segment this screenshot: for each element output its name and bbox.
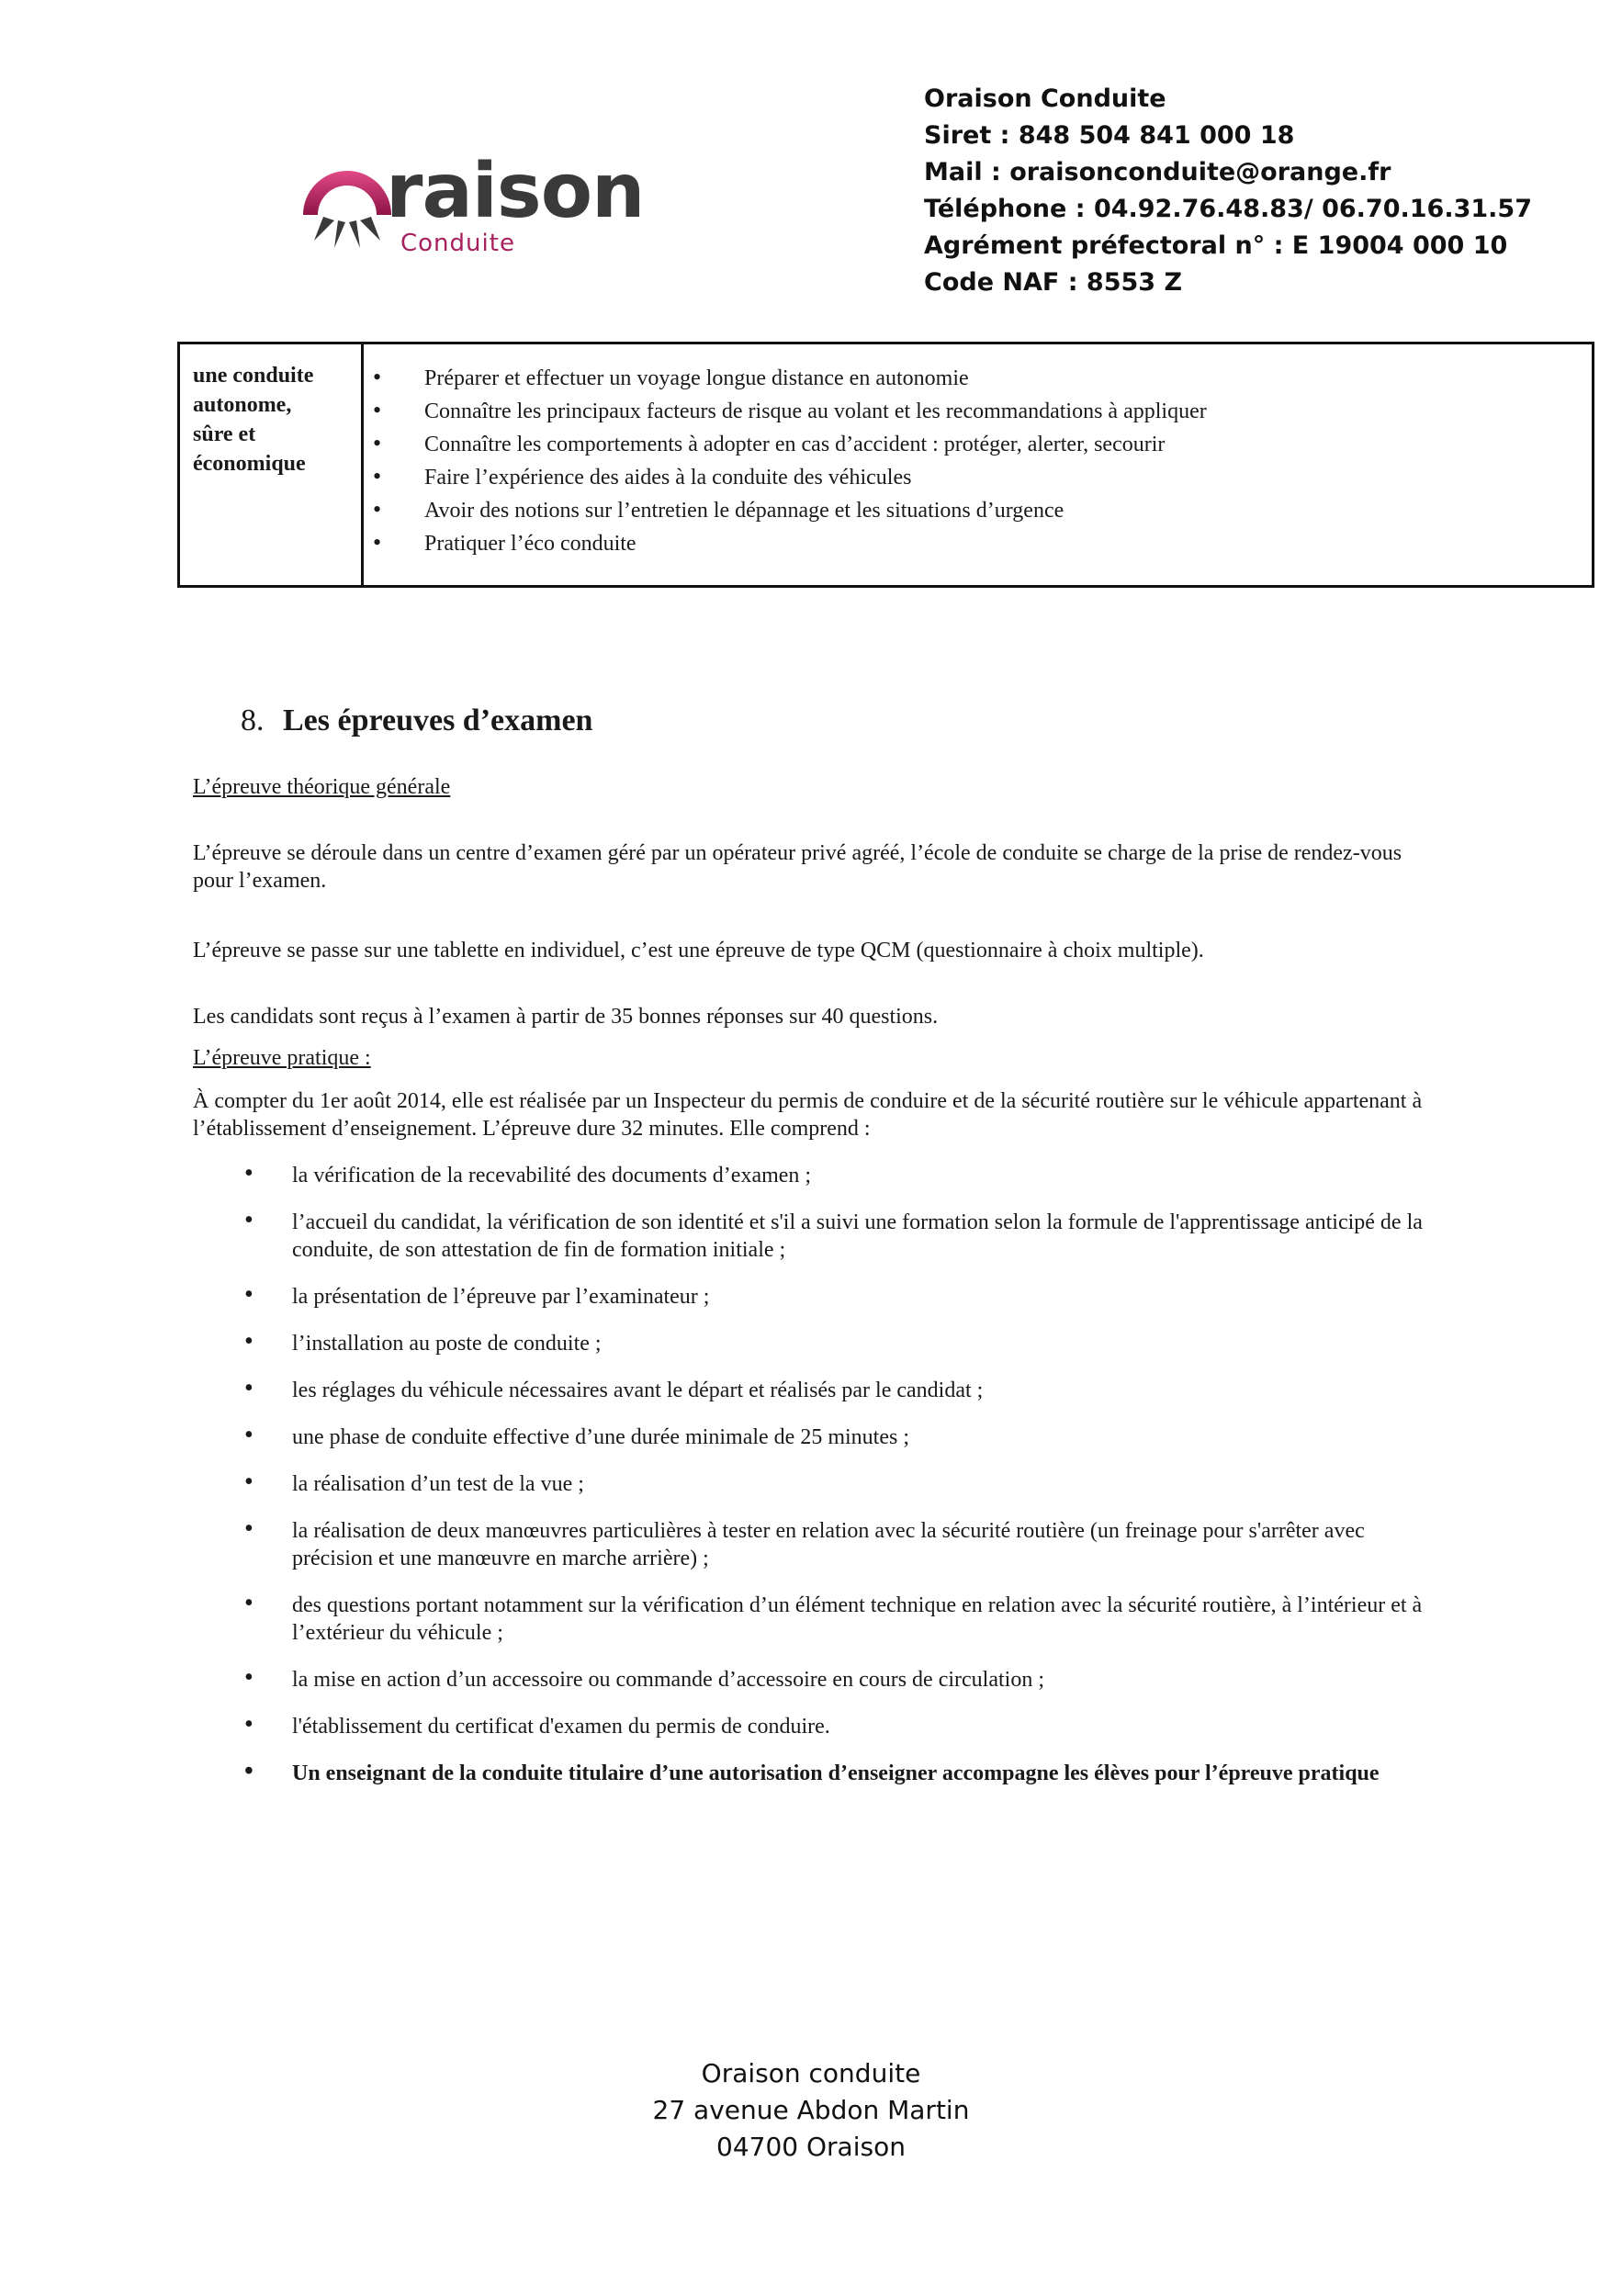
company-naf: Code NAF : 8553 Z	[924, 268, 1183, 297]
theory-paragraph-2: L’épreuve se passe sur une tablette en individuel, c’est une épreuve de type QCM (questionnaire à choix multiple).	[193, 939, 1204, 962]
practical-item: • la vérification de la recevabilité des documents d’examen ;	[193, 1162, 1442, 1189]
company-mail: Mail : oraisonconduite@orange.fr	[924, 158, 1391, 186]
company-info	[924, 81, 1532, 301]
practical-item-note: • Un enseignant de la conduite titulaire d’une autorisation d’enseigner accompagne les élèves pour l’épreuve pratique	[193, 1760, 1442, 1787]
footer-line: Oraison conduite	[701, 2058, 921, 2088]
company-agrement: Agrément préfectoral n° : E 19004 000 10	[924, 231, 1508, 260]
theory-heading: L’épreuve théorique générale	[193, 775, 451, 799]
objectives-label-line: une conduite	[193, 364, 314, 388]
objectives-table	[177, 342, 1594, 588]
practical-item: • l'établissement du certificat d'examen du permis de conduire.	[193, 1713, 1442, 1740]
theory-paragraph-1: L’épreuve se déroule dans un centre d’examen géré par un opérateur privé agréé, l’école de conduite se charge de la prise de rendez-vous pour l’examen.	[193, 841, 1402, 893]
objective-item: • Connaître les comportements à adopter en cas d’accident : protéger, alerter, secourir	[424, 428, 1592, 461]
company-logo	[292, 148, 645, 266]
practical-item: • des questions portant notamment sur la vérification d’un élément technique en relation avec la sécurité routière, à l’intérieur et à l’extérieur du véhicule ;	[193, 1592, 1442, 1647]
company-name: Oraison Conduite	[924, 84, 1166, 113]
objective-item: • Avoir des notions sur l’entretien le dépannage et les situations d’urgence	[424, 494, 1592, 527]
objectives-label-cell	[180, 344, 364, 585]
practical-item: • la présentation de l’épreuve par l’examinateur ;	[193, 1283, 1442, 1311]
practical-item: • les réglages du véhicule nécessaires avant le départ et réalisés par le candidat ;	[193, 1377, 1442, 1404]
footer-line: 27 avenue Abdon Martin	[652, 2095, 970, 2125]
practical-item: • la réalisation d’un test de la vue ;	[193, 1470, 1442, 1498]
objective-item: • Faire l’expérience des aides à la conduite des véhicules	[424, 461, 1592, 494]
practical-item: • la mise en action d’un accessoire ou commande d’accessoire en cours de circulation ;	[193, 1666, 1442, 1694]
page-footer	[0, 2055, 1622, 2166]
practical-intro: À compter du 1er août 2014, elle est réalisée par un Inspecteur du permis de conduire et de la sécurité routière sur le véhicule appartenant à l’établissement d’enseignement. L’épreuve dure 32 minutes. Elle comprend :	[193, 1089, 1423, 1141]
logo-wordmark: raison	[386, 148, 645, 235]
objectives-label-line: économique	[193, 452, 306, 476]
objectives-list	[424, 362, 1592, 560]
objectives-items-cell	[364, 344, 1592, 585]
theory-paragraph-3: Les candidats sont reçus à l’examen à partir de 35 bonnes réponses sur 40 questions.	[193, 1005, 939, 1029]
company-siret: Siret : 848 504 841 000 18	[924, 121, 1295, 150]
company-phone: Téléphone : 04.92.76.48.83/ 06.70.16.31.57	[924, 195, 1532, 223]
practical-item: • l’installation au poste de conduite ;	[193, 1330, 1442, 1357]
objective-item: • Préparer et effectuer un voyage longue distance en autonomie	[424, 362, 1592, 395]
footer-line: 04700 Oraison	[716, 2132, 906, 2162]
section-title	[241, 703, 592, 738]
practical-heading: L’épreuve pratique :	[193, 1046, 371, 1070]
practical-item: • l’accueil du candidat, la vérification de son identité et s'il a suivi une formation selon la formule de l'apprentissage anticipé de la conduite, de son attestation de fin de formation initiale ;	[193, 1209, 1442, 1264]
objective-item: • Pratiquer l’éco conduite	[424, 527, 1592, 560]
logo-subtitle: Conduite	[400, 230, 515, 257]
practical-list	[193, 1162, 1442, 1787]
objective-item: • Connaître les principaux facteurs de risque au volant et les recommandations à appliquer	[424, 395, 1592, 428]
section-title-text: Les épreuves d’examen	[283, 703, 593, 737]
objectives-label-line: autonome,	[193, 393, 292, 417]
section-number: 8.	[241, 703, 265, 737]
practical-item: • une phase de conduite effective d’une durée minimale de 25 minutes ;	[193, 1424, 1442, 1451]
objectives-label-line: sûre et	[193, 422, 256, 446]
practical-item: • la réalisation de deux manœuvres particulières à tester en relation avec la sécurité routière (un freinage pour s'arrêter avec précision et une manœuvre en marche arrière) ;	[193, 1517, 1442, 1572]
